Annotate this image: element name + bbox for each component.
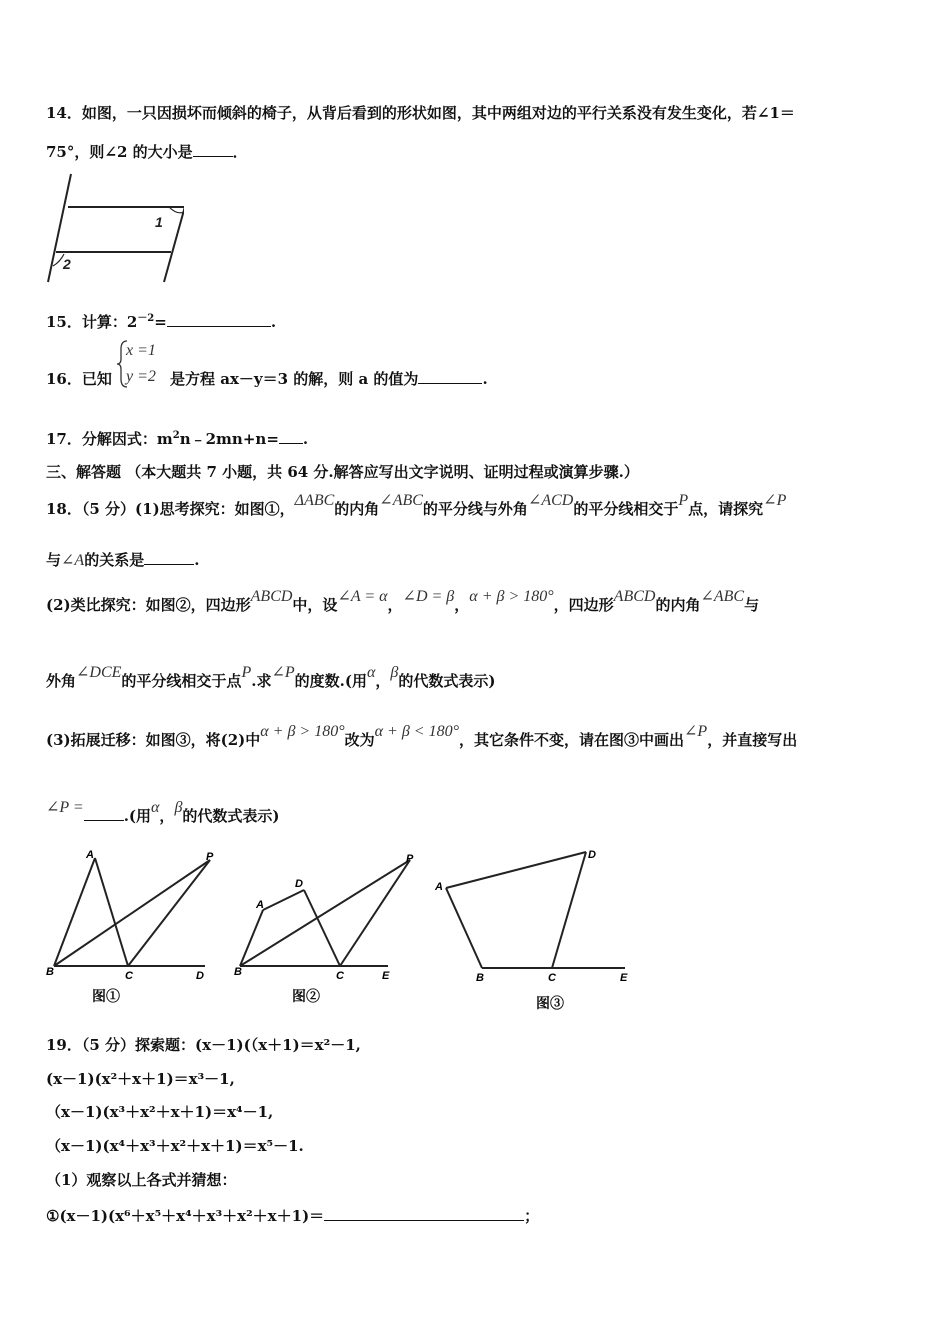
q18-angle-a-alpha: ∠A = α [337, 588, 388, 605]
q18-part3-intro: (3)拓展迁移：如图③，将(2)中 [46, 731, 261, 749]
q19-line6 [46, 1205, 539, 1226]
q18-part2-text-g: 与 [744, 596, 760, 614]
q18-beta: β [390, 664, 399, 681]
q15-equals: = [154, 313, 167, 331]
q16-eq2: y =2 [126, 368, 156, 385]
fig3-label-c: C [548, 972, 556, 984]
q18-angle-dce: ∠DCE [76, 664, 122, 681]
q18-text-expression: 的代数式表示) [398, 672, 496, 690]
q18-part2-text-b: 中，设 [292, 596, 338, 614]
q18-text-relation: 的关系是 [84, 551, 145, 569]
q15-answer-blank [167, 311, 271, 327]
q18-part1-line2 [46, 549, 199, 570]
q18-part3-answer-blank [84, 805, 124, 821]
figure-2-caption: 图② [292, 989, 320, 1005]
q16-text: 是方程 ax－y＝3 的解，则 a 的值为 [170, 370, 419, 388]
figure-3-caption: 图③ [536, 996, 564, 1012]
q16-line [170, 368, 488, 389]
q18-text-degree: 的度数.(用 [294, 672, 367, 690]
q18-angle-a: ∠A [61, 552, 85, 569]
q18-text-c: 的平分线与外角 [422, 500, 528, 518]
q18-triangle-abc: ΔABC [294, 492, 335, 509]
q18-figure-2 [230, 850, 420, 985]
q15-text: 15．计算：2 [46, 313, 138, 331]
q16-text-pre: 16．已知 [46, 370, 112, 388]
fig2-label-e: E [382, 970, 390, 982]
q18-point-p: P [678, 492, 689, 509]
q14-line2-end: ． [232, 143, 248, 161]
q15-exponent: －2 [137, 313, 155, 324]
q18-alpha-2: α [151, 799, 160, 816]
q18-text-find: .求 [251, 672, 272, 690]
q19-line6-text: ①(x－1)(x⁶＋x⁵＋x⁴＋x³＋x²＋x＋1)＝ [46, 1207, 325, 1225]
q18-text-exterior: 外角 [46, 672, 77, 690]
q18-part2-text-f: 的内角 [655, 596, 701, 614]
q16-end: . [482, 370, 488, 388]
fig2-label-c: C [336, 970, 344, 982]
q18-figure-3 [430, 840, 640, 990]
q18-part3-line1 [46, 723, 798, 750]
q18-part2-line1 [46, 588, 760, 615]
q18-text-bisector: 的平分线相交于点 [121, 672, 242, 690]
q18-angle-acd: ∠ACD [527, 492, 574, 509]
fig1-label-p: P [206, 851, 214, 863]
q16-answer-blank [418, 368, 482, 384]
q18-angle-p-equals: ∠P = [46, 799, 84, 816]
q19-line6-end: ； [524, 1207, 540, 1225]
q18-part1-line1 [46, 492, 787, 519]
q18-point-p-2: P [241, 664, 252, 681]
q18-text-use: .(用 [123, 807, 152, 825]
q18-alpha: α [366, 664, 376, 681]
q18-text-change: 改为 [344, 731, 375, 749]
q18-beta-2: β [174, 799, 183, 816]
q18-angle-abc: ∠ABC [379, 492, 423, 509]
q14-answer-blank [193, 141, 233, 157]
q18-angle-p: ∠P [763, 492, 787, 509]
q18-comma-2: ， [454, 596, 470, 614]
q17-end: . [302, 430, 309, 448]
q19-line5: （1）观察以上各式并猜想： [46, 1171, 237, 1189]
fig2-label-b: B [234, 966, 242, 978]
q18-comma-3: ， [375, 672, 391, 690]
q14-angle-1-label: 1 [155, 214, 163, 230]
q15-end: . [270, 313, 277, 331]
q18-comma-1: ， [387, 596, 403, 614]
q18-sum-greater-2: α + β > 180° [260, 723, 345, 740]
q18-quad-abcd-2: ABCD [613, 588, 656, 605]
fig1-label-c: C [125, 970, 133, 981]
q18-part2-intro: (2)类比探究：如图②，四边形 [46, 596, 251, 614]
q18-part2-text-e: ，四边形 [553, 596, 614, 614]
q14-line2 [46, 141, 248, 162]
q18-text-expression-2: 的代数式表示) [182, 807, 280, 825]
q18-sum-greater: α + β > 180° [469, 588, 554, 605]
q19-line2: (x－1)(x²＋x＋1)＝x³－1, [46, 1070, 235, 1088]
q18-part3-text-d: ，并直接写出 [707, 731, 798, 749]
q18-comma-4: ， [159, 807, 175, 825]
q15-line [46, 309, 276, 332]
fig2-label-d: D [295, 878, 303, 890]
fig3-label-e: E [620, 972, 628, 984]
section-3-heading: 三、解答题 （本大题共 7 小题，共 64 分.解答应写出文字说明、证明过程或演算步骤.） [46, 463, 639, 481]
q18-part3-line2 [46, 799, 280, 826]
fig1-label-a: A [86, 849, 94, 861]
q16-eq1: x =1 [126, 342, 156, 359]
q18-text-d: 的平分线相交于 [573, 500, 679, 518]
q18-text-b: 的内角 [334, 500, 380, 518]
q19-line1: 19．（5 分）探索题：(x－1)(（x＋1)＝x²－1, [46, 1036, 361, 1054]
fig1-label-b: B [46, 966, 54, 978]
figure-1-caption: 图① [92, 989, 120, 1005]
q18-text-e: 点，请探究 [688, 500, 764, 518]
q14-line2-text: 75°，则∠2 的大小是 [46, 143, 193, 161]
q17-line [46, 428, 308, 449]
q18-sum-less: α + β < 180° [374, 723, 459, 740]
q18-part3-text-c: ，其它条件不变，请在图③中画出 [459, 731, 685, 749]
q19-line4: （x－1)(x⁴＋x³＋x²＋x＋1)＝x⁵－1. [46, 1137, 304, 1155]
q18-part2-line2 [46, 664, 496, 691]
q14-line1: 14．如图，一只因损坏而倾斜的椅子，从背后看到的形状如图，其中两组对边的平行关系没有发生变化，若∠1＝ [46, 104, 795, 122]
q17-text-rest: n﹣2mn+n= [179, 430, 279, 448]
fig2-label-a: A [256, 899, 264, 911]
q19-answer-blank [324, 1205, 524, 1221]
q18-intro: 18．（5 分）(1)思考探究：如图①， [46, 500, 295, 518]
q17-text: 17．分解因式：m [46, 430, 173, 448]
q17-answer-blank [279, 428, 303, 444]
q18-angle-abc-2: ∠ABC [700, 588, 745, 605]
q17-exponent: 2 [172, 430, 180, 441]
q18-text-with: 与 [46, 551, 62, 569]
fig2-label-p: P [406, 853, 414, 865]
q14-chair-figure [44, 170, 184, 286]
fig1-label-d: D [196, 970, 204, 981]
q18-figure-1 [40, 846, 220, 981]
q19-line3: （x－1)(x³＋x²＋x＋1)＝x⁴－1, [46, 1103, 274, 1121]
q18-quad-abcd: ABCD [250, 588, 293, 605]
q14-angle-2-label: 2 [63, 256, 71, 272]
fig3-label-b: B [476, 972, 484, 984]
q18-angle-p-3: ∠P [684, 723, 708, 740]
fig3-label-a: A [435, 881, 443, 893]
q18-angle-p-2: ∠P [271, 664, 295, 681]
fig3-label-d: D [588, 849, 596, 861]
q18-text-period: . [194, 551, 200, 569]
q18-part1-answer-blank [144, 549, 194, 565]
q18-angle-d-beta: ∠D = β [402, 588, 455, 605]
